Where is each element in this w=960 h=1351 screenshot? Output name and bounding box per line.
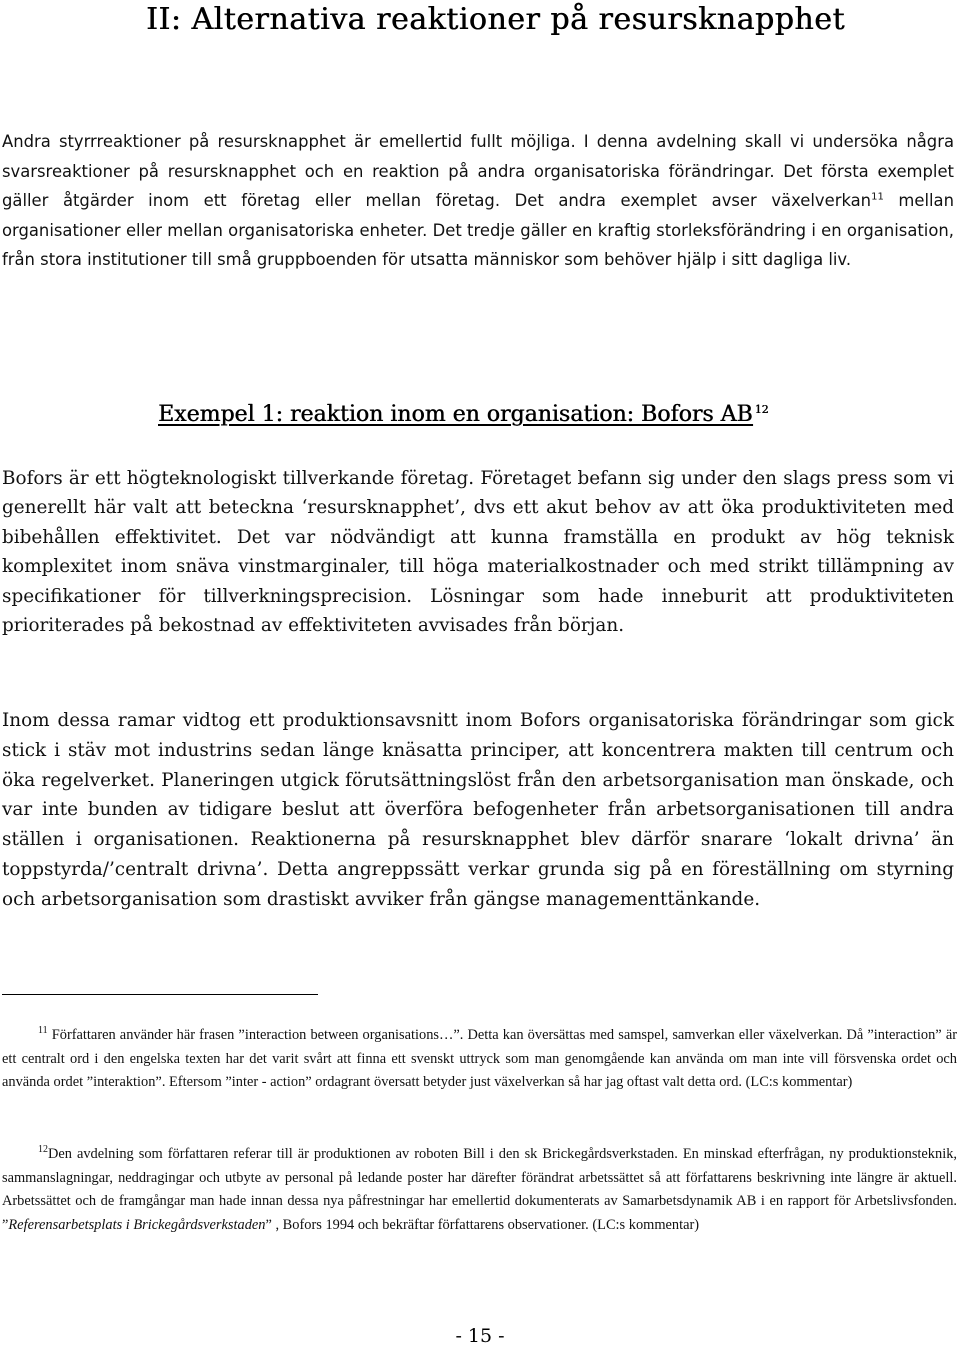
footnote-11-text: Författaren använder här frasen ”interaction between organisations…”. Detta kan översättas med samspel, samverkan eller växelverkan. Då ”interaction” är ett centralt ord i den engelska texten har det varit svårt att finna ett svenskt uttryck som man genomgående kan använda om man inte vill försvenska ordet och använda ordet ”interaktion”. Eftersom ”inter - action” ordagrant översatt betyder just växelverkan så har jag oftast valt detta ord. (LC:s kommentar) xyxy=(2,1027,957,1091)
footnote-12-mark: 12 xyxy=(38,1144,48,1156)
page-number: - 15 - xyxy=(455,1325,505,1347)
footnote-12-text: Den avdelning som författaren referar till är produktionen av roboten Bill i den sk Brickegårdsverkstaden. En minskad efterfrågan, ny produktionsteknik, sammanslagningar, neddragingar och utbyte av personal på ledande poster har därefter förändrat arbetssättet så att författarens beskrivning inte längre är aktuell. Arbetssättet och de framgångar man hade innan dessa nya påfrestningar har emellertid dokumenterats av Samarbetsdynamik AB i en rapport för Arbetslivsfonden. ” xyxy=(2,1146,957,1233)
body-paragraph-2: Inom dessa ramar vidtog ett produktionsavsnitt inom Bofors organisatoriska förändringar som gick stick i stäv mot industrins sedan länge knäsatta principer, att koncentrera makten till centrum och öka regelverket. Planeringen utgick förutsättningslöst från den arbetsorganisation man önskade, och var inte bunden av tidigare beslut att överföra befogenheter från arbetsorganisationen till andra ställen i organisationen. Reaktionerna på resursknapphet blev därför snarare ‘lokalt drivna’ än toppstyrda/’centralt drivna’. Detta angreppssätt verkar grunda sig på en föreställning om styrning och arbetsorganisation som drastiskt avviker från gängse managementtänkande. xyxy=(2,710,954,910)
footnote-11-mark: 11 xyxy=(38,1025,48,1037)
intro-text-2: mellan organisationer eller mellan organisatoriska enheter. Det tredje gäller en kraftig storleksförändring i en organisation, från stora institutioner till små gruppboenden för utsatta människor som behöver hjälp i sitt dagliga liv. xyxy=(2,191,954,270)
footnote-divider xyxy=(2,994,318,995)
intro-text-1: Andra styrrreaktioner på resursknapphet är emellertid fullt möjliga. I denna avdelning skall vi undersöka några svarsreaktioner på resursknapphet och en reaktion på andra organisatoriska förändringar. Det första exemplet gäller åtgärder inom ett företag eller mellan företag. Det andra exemplet avser växelverkan xyxy=(2,132,954,211)
section-heading-text: Exempel 1: reaktion inom en organisation: Bofors AB xyxy=(158,402,753,427)
footnote-12-text-end: ” , Bofors 1994 och bekräftar författarens observationer. (LC:s kommentar) xyxy=(265,1216,700,1233)
footnote-12 xyxy=(2,1143,957,1237)
chapter-title: II: Alternativa reaktioner på resursknapphet xyxy=(146,2,845,37)
body-paragraph-1: Bofors är ett högteknologiskt tillverkande företag. Företaget befann sig under den slags press som vi generellt här valt att beteckna ‘resursknapphet’, dvs ett akut behov av att öka produktiviteten med bibehållen effektivitet. Det var nödvändigt att kunna framställa en produkt av hög teknisk komplexitet inom snäva vinstmarginaler, till höga materialkostnader och med strikt tillämpning av specifikationer för tillverkningsprecision. Lösningar som hade inneburit att produktiviteten prioriterades på bekostnad av effektiviteten avvisades från början. xyxy=(2,468,954,637)
footnote-ref-11[interactable]: 11 xyxy=(871,191,884,203)
section-heading: Exempel 1: reaktion inom en organisation: Bofors AB $^{12}$ xyxy=(158,402,769,427)
intro-paragraph xyxy=(2,127,954,275)
footnote-12-italic-title: Referensarbetsplats i Brickegårdsverkstaden xyxy=(8,1216,266,1233)
footnote-11 xyxy=(2,1024,957,1095)
